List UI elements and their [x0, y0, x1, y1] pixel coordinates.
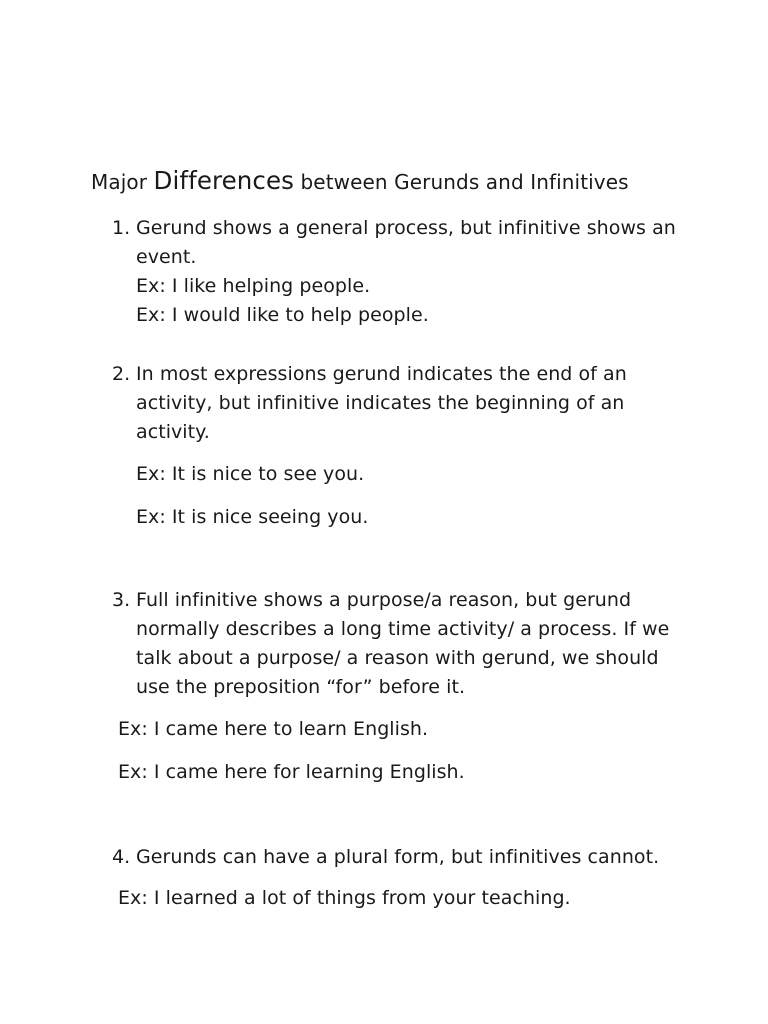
item-2-number: 2. — [112, 363, 131, 385]
item-1-line-2: event. — [136, 246, 197, 268]
item-3-example-1: Ex: I came here to learn English. — [118, 718, 429, 740]
item-3-line-4: use the preposition “for” before it. — [136, 676, 466, 698]
item-3-line-1: Full infinitive shows a purpose/a reason, but gerund — [136, 589, 632, 611]
title-emphasis: Differences — [153, 166, 295, 195]
item-4-line-1: Gerunds can have a plural form, but infinitives cannot. — [136, 846, 660, 868]
title-suffix: between Gerunds and Infinitives — [300, 170, 629, 194]
item-3-line-2: normally describes a long time activity/ a process. If we — [136, 618, 670, 640]
item-1-example-2: Ex: I would like to help people. — [136, 304, 429, 326]
document-title — [91, 166, 629, 195]
item-3-example-2: Ex: I came here for learning English. — [118, 761, 465, 783]
item-1-line-1: Gerund shows a general process, but infinitive shows an — [136, 217, 676, 239]
item-2-example-1: Ex: It is nice to see you. — [136, 463, 365, 485]
title-prefix: Major — [91, 170, 148, 194]
item-2-line-2: activity, but infinitive indicates the beginning of an — [136, 392, 625, 414]
item-4-example-1: Ex: I learned a lot of things from your teaching. — [118, 887, 571, 909]
item-1-number: 1. — [112, 217, 131, 239]
item-2-example-2: Ex: It is nice seeing you. — [136, 506, 369, 528]
item-3-line-3: talk about a purpose/ a reason with gerund, we should — [136, 647, 659, 669]
item-4-number: 4. — [112, 846, 131, 868]
item-2-line-3: activity. — [136, 421, 210, 443]
item-3-number: 3. — [112, 589, 131, 611]
item-2-line-1: In most expressions gerund indicates the end of an — [136, 363, 627, 385]
item-1-example-1: Ex: I like helping people. — [136, 275, 371, 297]
